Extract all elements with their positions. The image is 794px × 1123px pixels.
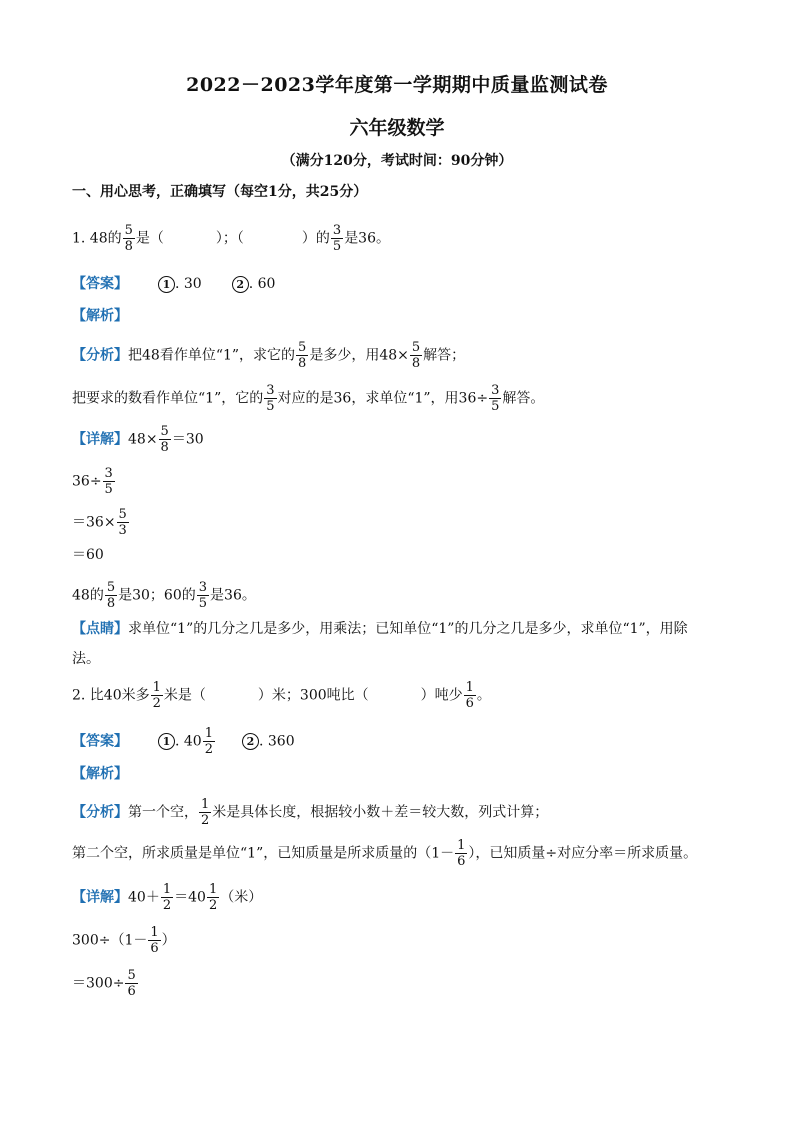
fraction: $\frac{5}{8}$ — [124, 223, 133, 254]
fraction: $\frac{5}{8}$ — [106, 580, 116, 611]
detail-1b: 36÷ $\frac{3}{5}$ — [72, 466, 113, 497]
fraction: $\frac{5}{6}$ — [127, 968, 136, 999]
analysis-tag-2: 【解析】 — [72, 766, 128, 782]
question-2: 2. 比40米多 $\frac{1}{2}$ 米是（ ）米；300吨比（ ）吨少 $\frac{1}{6}$ 。 — [72, 680, 491, 711]
fraction: $\frac{3}{5}$ — [198, 580, 208, 611]
fraction: $\frac{1}{2}$ — [204, 726, 213, 757]
page-title: 2022－2023学年度第一学期期中质量监测试卷 — [186, 74, 608, 96]
analysis-tag-1: 【解析】 — [72, 308, 128, 324]
fraction: $\frac{1}{2}$ — [201, 797, 210, 828]
reasoning-1a: 【分析】把48看作单位“1”，求它的 $\frac{5}{8}$ 是多少，用48× $\frac{5}{8}$ 解答； — [72, 340, 466, 371]
fraction: $\frac{1}{6}$ — [465, 680, 474, 711]
circled-number: 1 — [158, 276, 175, 293]
detail-2c: ＝300÷ $\frac{5}{6}$ — [72, 968, 136, 999]
fraction: $\frac{5}{8}$ — [411, 340, 421, 371]
detail-1a: 【详解】48× $\frac{5}{8}$ ＝30 — [72, 424, 204, 455]
detail-2b: 300÷（1－ $\frac{1}{6}$ ） — [72, 925, 176, 956]
question-1: 1. 48的 $\frac{5}{8}$ 是（ ）；（ ）的 $\frac{3}{5}$ 是36。 — [72, 223, 391, 254]
fraction: $\frac{1}{6}$ — [457, 838, 466, 869]
fraction: $\frac{5}{8}$ — [298, 340, 307, 371]
answer-tag: 【答案】 — [72, 276, 128, 292]
answer-1: 【答案】 1 . 30 2 . 60 — [72, 276, 276, 292]
reasoning-1b: 把要求的数看作单位“1”，它的 $\frac{3}{5}$ 对应的是36，求单位“1”，用36÷ $\frac{3}{5}$ 解答。 — [72, 383, 545, 414]
detail-2a: 【详解】40＋ $\frac{1}{2}$ ＝40 $\frac{1}{2}$ （米） — [72, 882, 263, 913]
fraction: $\frac{5}{8}$ — [160, 424, 169, 455]
fraction: $\frac{1}{2}$ — [162, 882, 172, 913]
answer-tag: 【答案】 — [72, 733, 128, 750]
detail-1d: ＝60 — [72, 547, 104, 563]
answer-2: 【答案】 1 . 40 $\frac{1}{2}$ 2 . 360 — [72, 726, 295, 757]
exam-meta: （满分120分，考试时间：90分钟） — [281, 153, 513, 169]
circled-number: 1 — [158, 733, 175, 750]
page-subtitle: 六年级数学 — [349, 117, 445, 139]
fraction: $\frac{3}{5}$ — [104, 466, 113, 497]
detail-1e: 48的 $\frac{5}{8}$ 是30；60的 $\frac{3}{5}$ 是36。 — [72, 580, 256, 611]
reasoning-2b: 第二个空，所求质量是单位“1”，已知质量是所求质量的（1－ $\frac{1}{6}$ ），已知质量÷对应分率＝所求质量。 — [72, 838, 698, 869]
fraction: $\frac{1}{2}$ — [152, 680, 161, 711]
section-heading: 一、用心思考，正确填写（每空1分，共25分） — [72, 184, 368, 200]
fraction: $\frac{3}{5}$ — [266, 383, 275, 414]
fraction: $\frac{5}{3}$ — [118, 507, 127, 538]
fraction: $\frac{3}{5}$ — [491, 383, 500, 414]
tip-1a: 【点睛】求单位“1”的几分之几是多少，用乘法；已知单位“1”的几分之几是多少，求单位“1”，用除 — [72, 621, 688, 637]
tip-1b: 法。 — [72, 651, 100, 667]
reasoning-2a: 【分析】第一个空， $\frac{1}{2}$ 米是具体长度，根据较小数＋差＝较大数，列式计算； — [72, 797, 549, 828]
fraction: $\frac{3}{5}$ — [332, 223, 342, 254]
circled-number: 2 — [242, 733, 259, 750]
fraction: $\frac{1}{2}$ — [208, 882, 218, 913]
fraction: $\frac{1}{6}$ — [150, 925, 159, 956]
circled-number: 2 — [232, 276, 249, 293]
detail-1c: ＝36× $\frac{5}{3}$ — [72, 507, 127, 538]
